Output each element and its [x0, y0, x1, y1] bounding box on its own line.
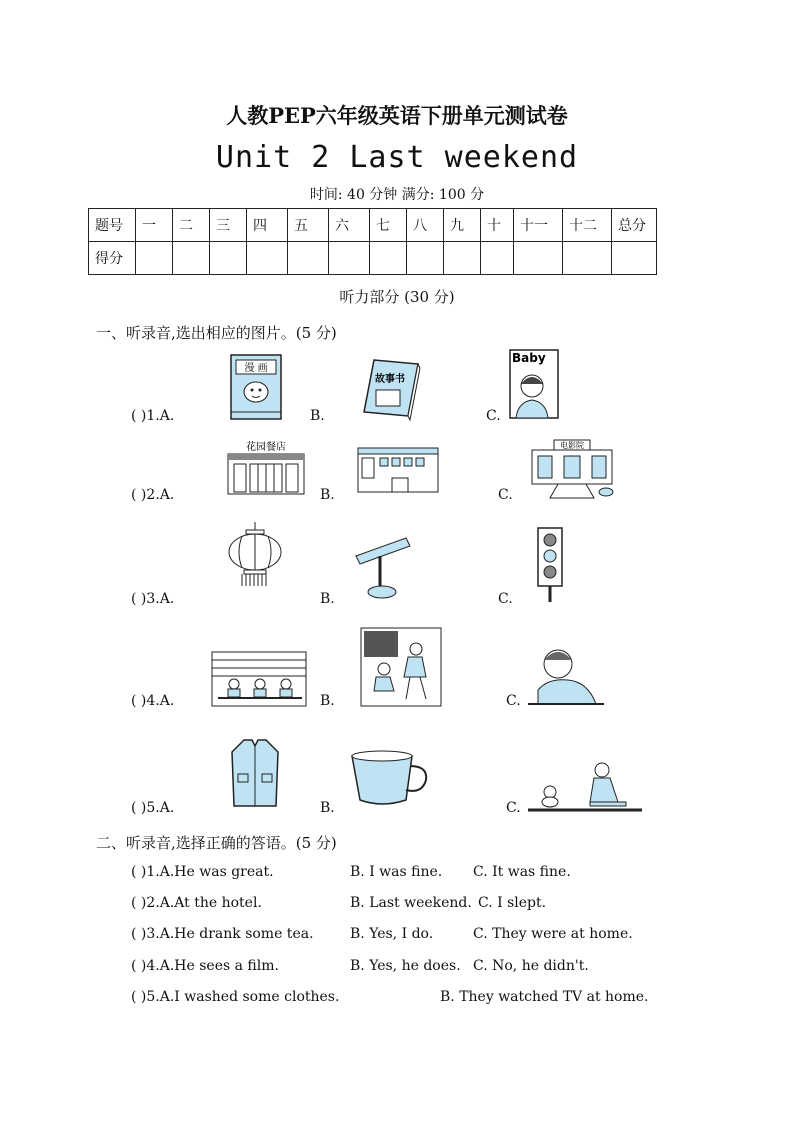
comic-book-icon: [228, 352, 284, 422]
time-and-score-line: 时间: 40 分钟 满分: 100 分: [309, 187, 485, 203]
score-cell: 十: [481, 209, 514, 242]
jacket-icon: [230, 736, 280, 810]
option-c-label: C.: [498, 487, 513, 503]
restaurant-building-icon: [226, 440, 306, 496]
score-cell: 二: [173, 209, 210, 242]
option-b-label: B.: [320, 591, 335, 607]
score-cell: 五: [288, 209, 329, 242]
question-text: ( )1.A.He was great.: [131, 864, 274, 880]
score-cell: 总分: [612, 209, 657, 242]
question-text: ( )4.A.He sees a film.: [131, 958, 279, 974]
girl-sleeping-icon: [528, 644, 604, 708]
part2-heading: 二、听录音,选择正确的答语。(5 分): [96, 834, 337, 852]
hotel-building-icon: [356, 442, 440, 494]
score-input-cell[interactable]: [514, 242, 563, 275]
question-prefix: ( )3.A.: [131, 591, 175, 607]
option-b-text: B. I was fine.: [350, 864, 443, 880]
restaurant-sign: 花园餐店: [246, 442, 286, 453]
score-cell: 八: [407, 209, 444, 242]
magazine-label: Baby: [512, 351, 546, 365]
question-prefix: ( )4.A.: [131, 693, 175, 709]
option-c-label: C.: [506, 800, 521, 816]
question-prefix: ( )5.A.: [131, 800, 175, 816]
teacup-icon: [348, 748, 432, 810]
question-text: ( )5.A.I washed some clothes.: [131, 989, 340, 1005]
score-input-cell[interactable]: [288, 242, 329, 275]
option-c-label: C.: [498, 591, 513, 607]
option-c-text: C. It was fine.: [473, 864, 571, 880]
score-input-cell[interactable]: [136, 242, 173, 275]
score-table: [88, 208, 657, 275]
option-b-text: B. Yes, he does.: [350, 958, 461, 974]
listening-section-title: 听力部分 (30 分): [339, 288, 455, 306]
cinema-building-icon: [528, 438, 616, 500]
score-input-cell[interactable]: [173, 242, 210, 275]
option-c-label: C.: [486, 408, 501, 424]
score-table-header-row: [89, 209, 657, 242]
score-input-cell[interactable]: [612, 242, 657, 275]
page-title-english: Unit 2 Last weekend: [215, 140, 579, 175]
lantern-icon: [226, 520, 284, 590]
score-input-cell[interactable]: [481, 242, 514, 275]
option-c-label: C.: [506, 693, 521, 709]
option-c-text: C. They were at home.: [473, 926, 633, 942]
score-input-cell[interactable]: [247, 242, 288, 275]
score-input-cell[interactable]: [407, 242, 444, 275]
desk-lamp-icon: [350, 534, 416, 604]
option-b-text: B. Last weekend.: [350, 895, 472, 911]
score-input-cell[interactable]: [210, 242, 247, 275]
score-cell: 七: [370, 209, 407, 242]
question-text: ( )2.A.At the hotel.: [131, 895, 262, 911]
question-text: ( )3.A.He drank some tea.: [131, 926, 314, 942]
option-b-label: B.: [310, 408, 325, 424]
score-cell: 题号: [89, 209, 136, 242]
option-b-label: B.: [320, 693, 335, 709]
score-table-score-row: [89, 242, 657, 275]
option-b-text: B. Yes, I do.: [350, 926, 434, 942]
page-title-chinese: 人教PEP六年级英语下册单元测试卷: [226, 103, 568, 128]
score-cell: 六: [329, 209, 370, 242]
score-cell: 三: [210, 209, 247, 242]
girl-with-cat-icon: [528, 758, 642, 814]
storybook-icon: [360, 356, 422, 422]
option-b-label: B.: [320, 800, 335, 816]
option-b-text: B. They watched TV at home.: [440, 989, 649, 1005]
question-prefix: ( )1.A.: [131, 408, 175, 424]
children-running-icon: [360, 627, 442, 707]
comic-label: 漫 画: [244, 363, 268, 374]
score-cell: 四: [247, 209, 288, 242]
cinema-sign: 电影院: [560, 441, 584, 450]
score-input-cell[interactable]: [444, 242, 481, 275]
baby-magazine-icon: [508, 348, 560, 420]
score-cell: 得分: [89, 242, 136, 275]
score-input-cell[interactable]: [563, 242, 612, 275]
score-cell: 一: [136, 209, 173, 242]
score-cell: 九: [444, 209, 481, 242]
option-c-text: C. I slept.: [478, 895, 547, 911]
library-students-icon: [210, 650, 308, 708]
option-b-label: B.: [320, 487, 335, 503]
score-cell: 十一: [514, 209, 563, 242]
score-cell: 十二: [563, 209, 612, 242]
traffic-light-icon: [532, 524, 568, 604]
storybook-label: 故事书: [375, 374, 405, 385]
question-prefix: ( )2.A.: [131, 487, 175, 503]
score-input-cell[interactable]: [370, 242, 407, 275]
option-c-text: C. No, he didn't.: [473, 958, 589, 974]
score-input-cell[interactable]: [329, 242, 370, 275]
part1-heading: 一、听录音,选出相应的图片。(5 分): [96, 324, 337, 342]
